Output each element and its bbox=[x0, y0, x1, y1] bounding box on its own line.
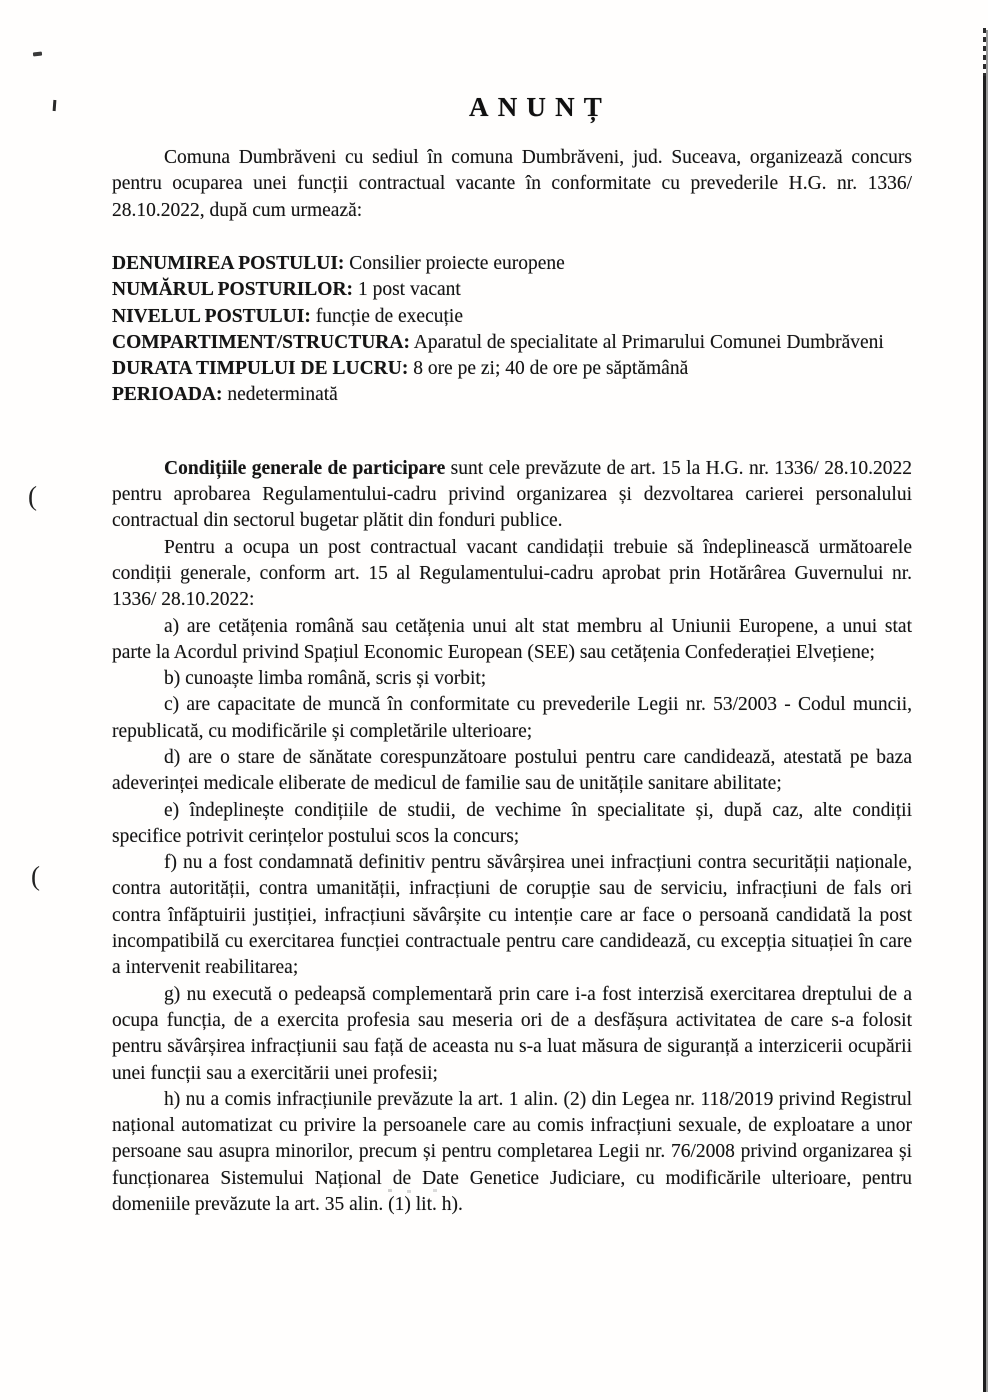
intro-paragraph: Comuna Dumbrăveni cu sediul în comuna Dumbrăveni, jud. Suceava, organizează concurs pentru ocuparea unei funcții contractual vacante în conformitate cu prevederile H.G. nr. 1336/ 28.10.2022, după cum urmează: bbox=[112, 147, 912, 221]
conditions-lead-paragraph bbox=[112, 456, 912, 535]
condition-item-b: b) cunoaște limba română, scris și vorbit; bbox=[164, 668, 487, 690]
job-detail-value: funcție de execuție bbox=[310, 305, 463, 327]
condition-item-h: h) nu a comis infracțiunile prevăzute la art. 1 alin. (2) din Legea nr. 118/2019 privind Registrul național automatizat cu privire la persoanele care au comis infracțiuni sexuale, de exploatare a unor persoane sau asupra minorilor, precum și pentru completarea Legii nr. 76/2008 privind organizarea și funcționarea Sistemului Național de Date Genetice Judiciare, cu modificările ulterioare, pentru domeniile prevăzute la art. 35 alin. (1) lit. h). bbox=[112, 1088, 912, 1216]
job-detail-label: DENUMIREA POSTULUI: bbox=[112, 252, 345, 274]
job-detail-value: 1 post vacant bbox=[353, 279, 461, 301]
scan-dash-mark bbox=[33, 52, 42, 57]
job-detail-row bbox=[112, 330, 912, 356]
job-detail-row bbox=[112, 382, 912, 408]
conditions-lead-bold: Condițiile generale de participare bbox=[164, 457, 446, 479]
job-detail-label: DURATA TIMPULUI DE LUCRU: bbox=[112, 358, 409, 380]
general-conditions-section bbox=[112, 456, 912, 1219]
job-detail-label: NIVELUL POSTULUI: bbox=[112, 305, 311, 327]
job-detail-label: PERIOADA: bbox=[112, 384, 223, 406]
condition-item-e: e) îndeplinește condițiile de studii, de vechime în specialitate și, după caz, alte condiții specifice potrivit cerințelor postului scos la concurs; bbox=[112, 799, 912, 847]
job-detail-value: nedeterminată bbox=[222, 384, 338, 406]
scan-tick-mark bbox=[53, 100, 57, 111]
job-detail-label: NUMĂRUL POSTURILOR: bbox=[112, 279, 354, 301]
job-detail-value: Aparatul de specialitate al Primarului Comunei Dumbrăveni bbox=[409, 331, 884, 353]
job-detail-row bbox=[112, 251, 912, 277]
job-detail-row bbox=[112, 277, 912, 303]
condition-item-c: c) are capacitate de muncă în conformitate cu prevederile Legii nr. 53/2003 - Codul muncii, republicată, cu modificările și completările ulterioare; bbox=[112, 694, 912, 742]
condition-item-d: d) are o stare de sănătate corespunzătoare postului pentru care candidează, atestată pe baza adeverinței medicale eliberate de medicul de familie sau de unitățile sanitare abilitate; bbox=[112, 746, 912, 795]
condition-item-g: g) nu execută o pedeapsă complementară prin care i-a fost interzisă exercitarea dreptului de a ocupa funcția, de a exercita profesia sau meseria ori de a desfășura activitatea de care s-a folosit pentru săvârșirea infracțiunii sau față de aceasta nu s-a luat măsura de siguranță a interzicerii ocupării unei funcții sau a exercitării unei profesii; bbox=[112, 983, 912, 1084]
job-detail-row bbox=[112, 304, 912, 330]
job-detail-value: Consilier proiecte europene bbox=[344, 252, 565, 274]
scan-dots-mark bbox=[388, 1189, 392, 1192]
margin-paren-mark: ( bbox=[31, 861, 40, 891]
page-title: ANUNȚ bbox=[469, 92, 611, 122]
job-detail-row bbox=[112, 356, 912, 382]
job-detail-label: COMPARTIMENT/STRUCTURA: bbox=[112, 331, 410, 353]
job-detail-value: 8 ore pe zi; 40 de ore pe săptămână bbox=[408, 358, 689, 380]
conditions-lead-rest: sunt cele prevăzute de art. 15 la H.G. nr. 1336/ 28.10.2022 pentru aprobarea Regulamentului-cadru privind organizarea și dezvoltarea carierei personalului contractual din sectorul bugetar plătit din fonduri publice. bbox=[112, 457, 912, 532]
condition-item-f: f) nu a fost condamnată definitiv pentru săvârșirea unei infracțiuni contra securității naționale, contra autorității, contra umanității, infracțiuni de corupție sau de serviciu, infracțiuni de fals ori contra înfăptuirii justiției, infracțiuni săvârșite cu intenție care ar face o persoană candidată la post incompatibilă cu exercitarea funcției contractuale pentru care candidează, cu excepția situației în care a intervenit reabilitarea; bbox=[112, 852, 912, 979]
document-body bbox=[112, 0, 912, 1218]
condition-item-a: a) are cetățenia română sau cetățenia unui alt stat membru al Uniunii Europene, a unui stat parte la Acordul privind Spațiul Economic European (SEE) sau cetățenia Confederației Elvețiene; bbox=[112, 615, 912, 663]
job-details-block bbox=[112, 251, 912, 409]
conditions-intro-paragraph: Pentru a ocupa un post contractual vacant candidații trebuie să îndeplinească următoarele condiții generale, conform art. 15 al Regulamentului-cadru aprobat prin Hotărârea Guvernului nr. 1336/ 28.10.2022: bbox=[112, 536, 912, 611]
margin-paren-mark: ( bbox=[28, 481, 37, 511]
